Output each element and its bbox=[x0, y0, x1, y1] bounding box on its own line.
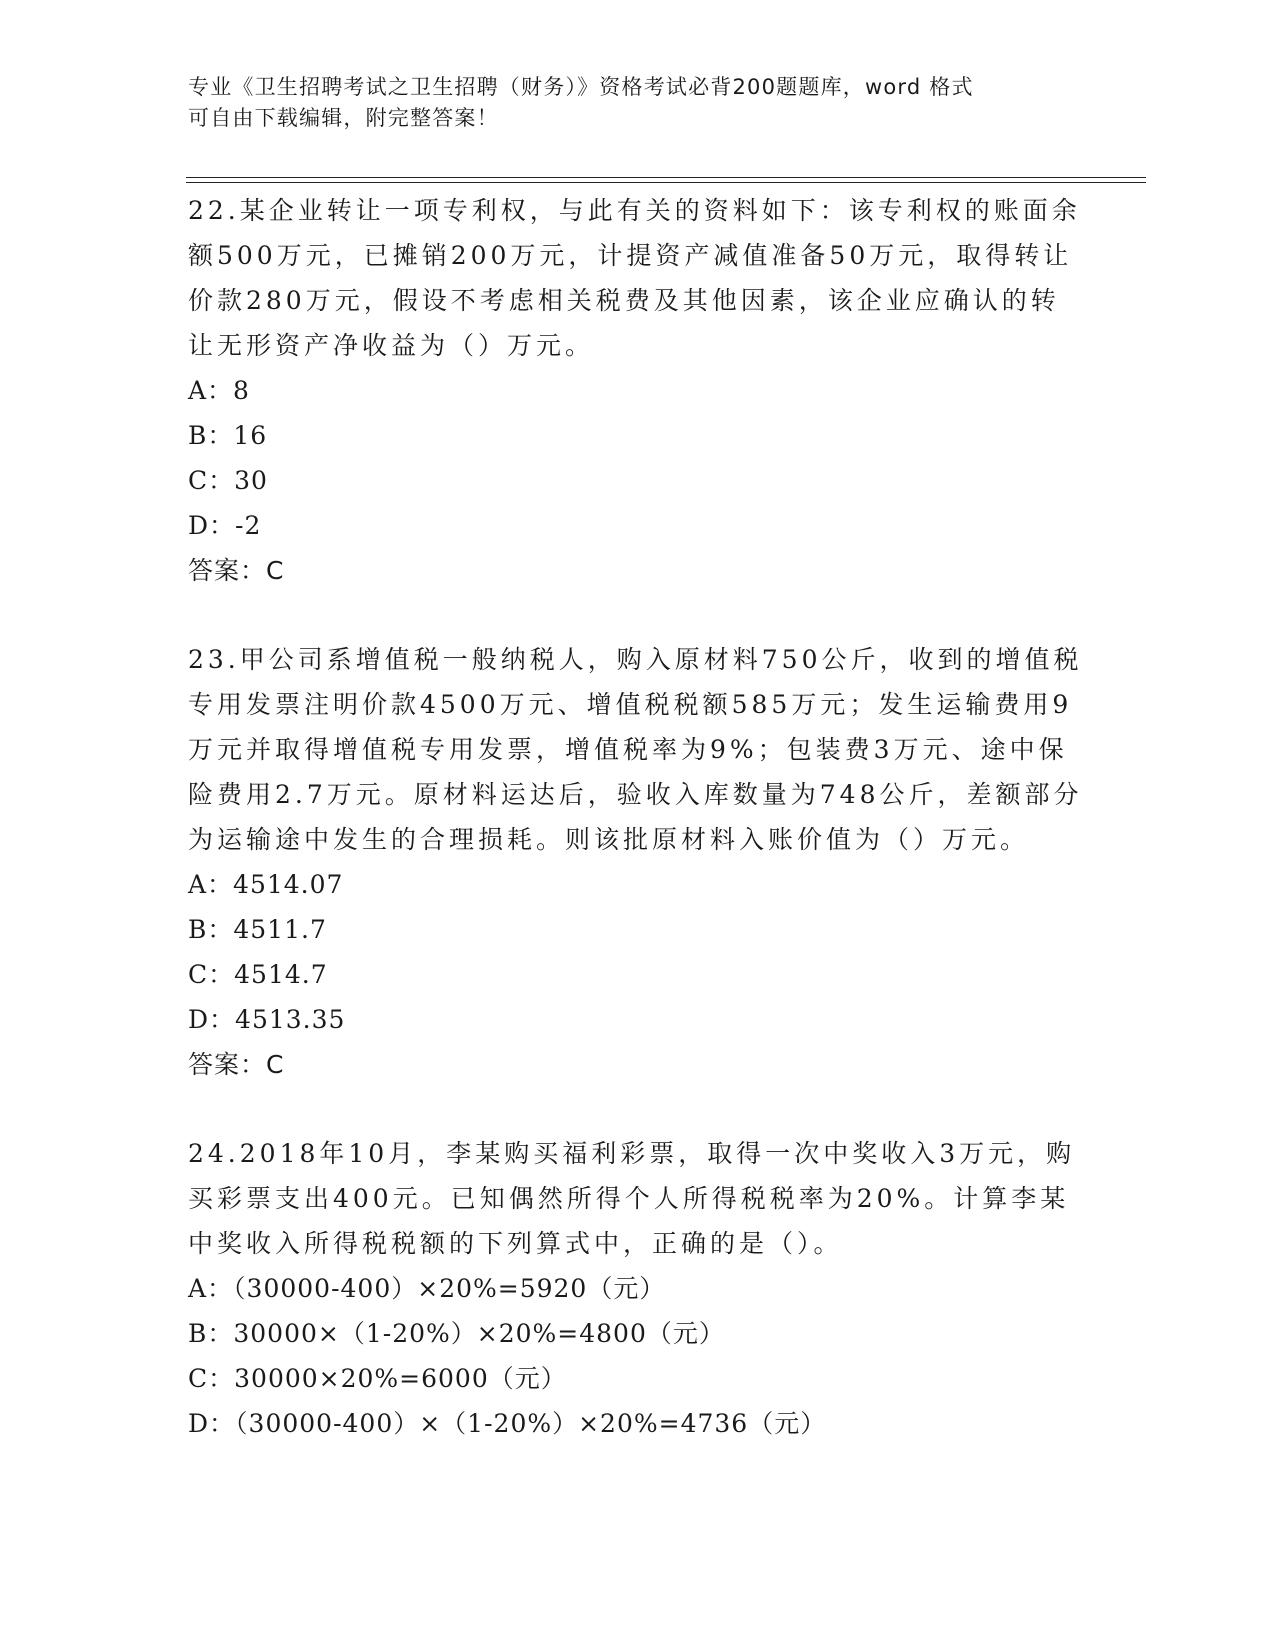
question-23 bbox=[188, 637, 1088, 1087]
option-a: A：4514.07 bbox=[188, 870, 344, 899]
option-c: C：30000×20%=6000（元） bbox=[188, 1364, 567, 1393]
option-d: D：-2 bbox=[188, 511, 262, 540]
question-24 bbox=[188, 1131, 1088, 1446]
question-stem: 23.甲公司系增值税一般纳税人，购入原材料750公斤，收到的增值税专用发票注明价款4500万元、增值税税额585万元；发生运输费用9万元并取得增值税专用发票，增值税率为9%；包装费3万元、途中保险费用2.7万元。原材料运达后，验收入库数量为748公斤，差额部分为运输途中发生的合理损耗。则该批原材料入账价值为（）万元。 bbox=[188, 645, 1083, 854]
option-b: B：4511.7 bbox=[188, 915, 327, 944]
option-a: A：（30000-400）×20%=5920（元） bbox=[188, 1274, 666, 1303]
question-stem: 24.2018年10月，李某购买福利彩票，取得一次中奖收入3万元，购买彩票支出400元。已知偶然所得个人所得税税率为20%。计算李某中奖收入所得税税额的下列算式中，正确的是（）。 bbox=[188, 1139, 1076, 1258]
header-divider-bottom bbox=[186, 182, 1146, 183]
option-c: C：30 bbox=[188, 466, 268, 495]
option-b: B：30000×（1-20%）×20%=4800（元） bbox=[188, 1319, 725, 1348]
question-22 bbox=[188, 188, 1088, 593]
option-b: B：16 bbox=[188, 421, 268, 450]
answer-line: 答案：C bbox=[188, 556, 285, 585]
header-divider-top bbox=[186, 177, 1146, 178]
document-header bbox=[188, 72, 1068, 134]
header-title-line-2: 可自由下载编辑，附完整答案！ bbox=[188, 106, 499, 130]
option-c: C：4514.7 bbox=[188, 960, 328, 989]
header-title-line-1: 专业《卫生招聘考试之卫生招聘（财务）》资格考试必背200题题库，word 格式 bbox=[188, 75, 974, 99]
answer-line: 答案：C bbox=[188, 1050, 285, 1079]
option-d: D：4513.35 bbox=[188, 1005, 346, 1034]
option-a: A：8 bbox=[188, 376, 250, 405]
option-d: D：（30000-400）×（1-20%）×20%=4736（元） bbox=[188, 1409, 827, 1438]
question-list bbox=[188, 188, 1088, 1446]
question-stem: 22.某企业转让一项专利权，与此有关的资料如下：该专利权的账面余额500万元，已摊销200万元，计提资产减值准备50万元，取得转让价款280万元，假设不考虑相关税费及其他因素，该企业应确认的转让无形资产净收益为（）万元。 bbox=[188, 196, 1081, 360]
